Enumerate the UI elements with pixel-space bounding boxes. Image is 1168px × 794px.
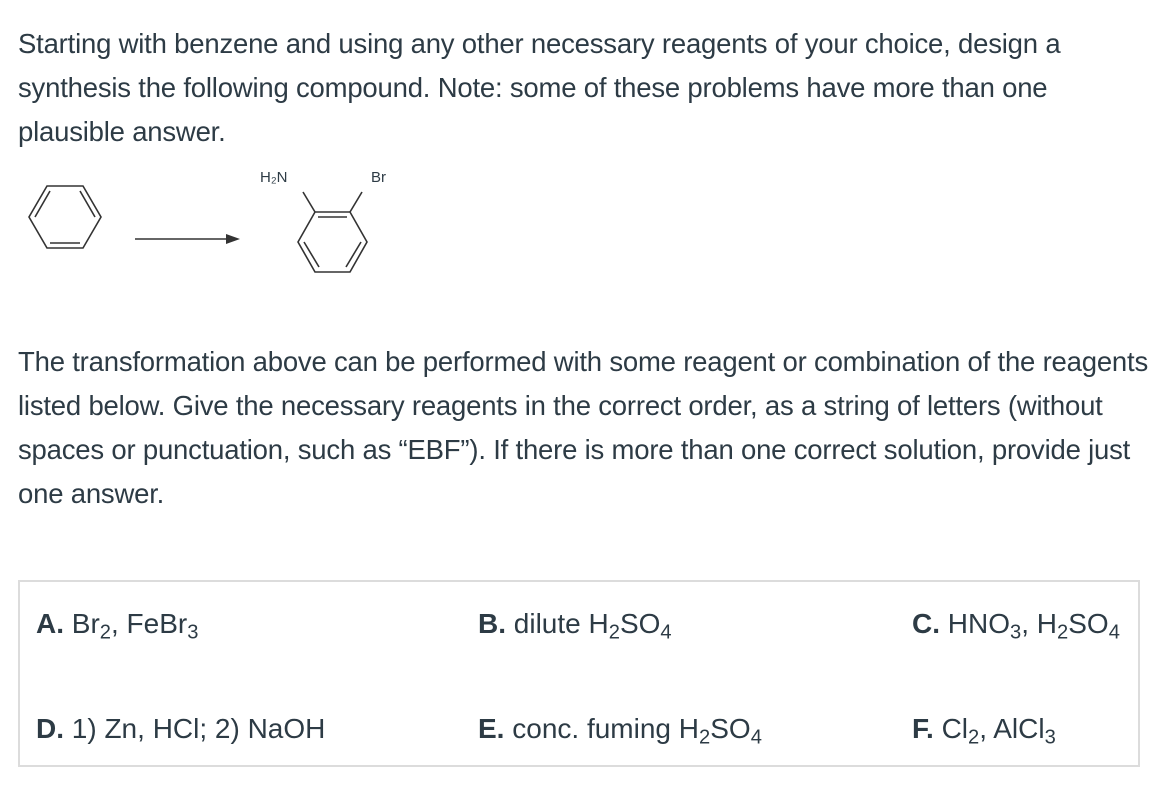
reagent-formula: $Cl_2$, AlCl$_3$ xyxy=(941,713,1056,749)
reagent-formula: $HNO_3$, $H_2SO_4$ xyxy=(947,608,1120,644)
reagent-letter: A. xyxy=(36,608,64,639)
reagent-letter: E. xyxy=(478,713,505,744)
reaction-scheme xyxy=(18,160,398,300)
reagent-option-d xyxy=(36,712,325,746)
benzene-structure xyxy=(29,186,101,248)
reagent-formula: 1) Zn, HCl; 2) NaOH xyxy=(71,713,326,744)
question-text: Starting with benzene and using any other necessary reagents of your choice, design a synthesis the following compound. Note: some of these problems have more than one plausible answer. xyxy=(18,28,1061,147)
reagent-formula: dilute $H_2SO_4$ xyxy=(513,608,672,644)
instruction-text: The transformation above can be performed with some reagent or combination of the reagents listed below. Give the necessary reagents in the correct order, as a string of letters (without spaces or punctuation, such as “EBF”). If there is more than one correct solution, provide just one answer. xyxy=(18,346,1149,509)
reagent-option-b xyxy=(478,607,672,644)
reagent-option-f xyxy=(912,712,1056,749)
reagent-options-table xyxy=(18,580,1140,767)
amino-label: H₂N xyxy=(260,169,288,186)
reagent-option-a xyxy=(36,607,199,644)
reagent-formula: $Br_2$, FeBr$_3$ xyxy=(71,608,199,644)
reagent-letter: F. xyxy=(912,713,934,744)
reagent-letter: B. xyxy=(478,608,506,639)
reagent-option-e xyxy=(478,712,762,749)
reaction-arrow xyxy=(135,234,240,244)
reagent-letter: C. xyxy=(912,608,940,639)
reagent-letter: D. xyxy=(36,713,64,744)
reagent-formula: conc. fuming $H_2SO_4$ xyxy=(512,713,762,749)
product-structure xyxy=(298,192,367,272)
reagent-option-c xyxy=(912,607,1120,644)
bromo-label: Br xyxy=(371,169,386,186)
